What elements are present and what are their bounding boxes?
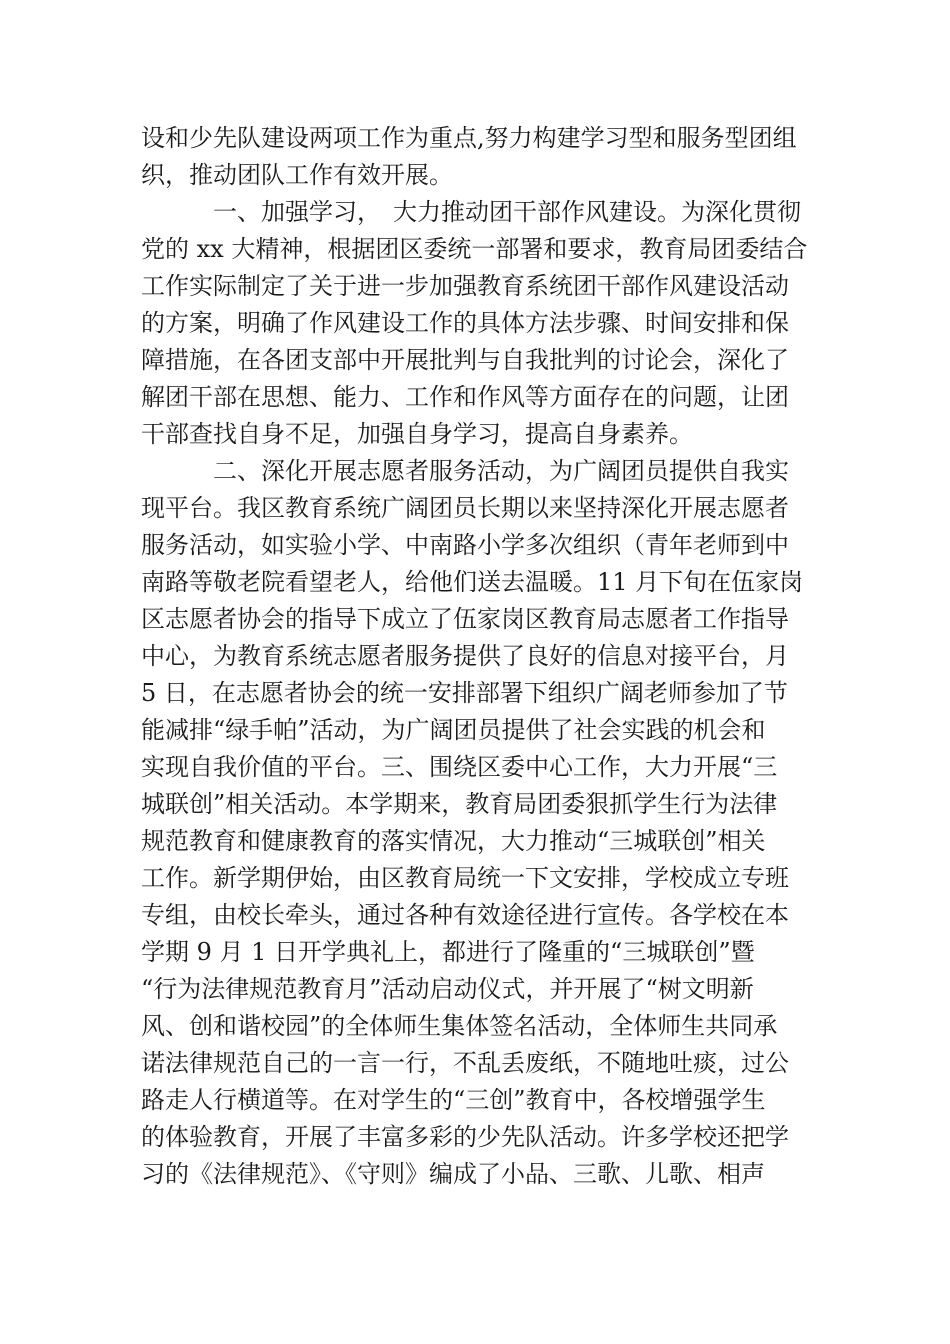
text-line: 实现自我价值的平台。三、围绕区委中心工作，大力开展“三 bbox=[141, 753, 778, 781]
text-line: 服务活动，如实验小学、中南路小学多次组织（青年老师到中 bbox=[141, 531, 789, 559]
text-line: 习的《法律规范》、《守则》编成了小品、三歌、儿歌、相声 bbox=[141, 1160, 765, 1188]
text-line: 南路等敬老院看望老人，给他们送去温暖。11 月下旬在伍家岗 bbox=[141, 568, 804, 596]
text-line: 路走人行横道等。在对学生的“三创”教育中，各校增强学生 bbox=[141, 1086, 766, 1114]
document-body bbox=[141, 120, 821, 1193]
text-line: 专组，由校长牵头，通过各种有效途径进行宣传。各学校在本 bbox=[141, 901, 789, 929]
text-line: 现平台。我区教育系统广阔团员长期以来坚持深化开展志愿者 bbox=[141, 494, 789, 522]
text-line: 解团干部在思想、能力、工作和作风等方面存在的问题，让团 bbox=[141, 383, 789, 411]
text-line: 学期 9 月 1 日开学典礼上，都进行了隆重的“三城联创”暨 bbox=[141, 938, 755, 966]
text-line: 干部查找自身不足，加强自身学习，提高自身素养。 bbox=[141, 420, 693, 448]
text-line: 障措施，在各团支部中开展批判与自我批判的讨论会，深化了 bbox=[141, 346, 789, 374]
text-line: 5 日，在志愿者协会的统一安排部署下组织广阔老师参加了节 bbox=[141, 679, 788, 707]
text-line: 区志愿者协会的指导下成立了伍家岗区教育局志愿者工作指导 bbox=[141, 605, 789, 633]
text-line: 中心，为教育系统志愿者服务提供了良好的信息对接平台，月 bbox=[141, 642, 789, 670]
text-line: 能减排“绿手帕”活动，为广阔团员提供了社会实践的机会和 bbox=[141, 716, 766, 744]
text-line: 的方案，明确了作风建设工作的具体方法步骤、时间安排和保 bbox=[141, 309, 789, 337]
text-line: 风、创和谐校园”的全体师生集体签名活动，全体师生共同承 bbox=[141, 1012, 778, 1040]
text-line: 的体验教育，开展了丰富多彩的少先队活动。许多学校还把学 bbox=[141, 1123, 789, 1151]
text-line: 设和少先队建设两项工作为重点,努力构建学习型和服务型团组 bbox=[141, 124, 797, 152]
text-line: 规范教育和健康教育的落实情况，大力推动“三城联创”相关 bbox=[141, 827, 766, 855]
text-line: 城联创”相关活动。本学期来，教育局团委狠抓学生行为法律 bbox=[141, 790, 778, 818]
text-line: “行为法律规范教育月”活动启动仪式，并开展了“树文明新 bbox=[141, 975, 754, 1003]
section-heading-line: 一、加强学习， 大力推动团干部作风建设。为深化贯彻 bbox=[213, 198, 801, 226]
text-line: 工作实际制定了关于进一步加强教育系统团干部作风建设活动 bbox=[141, 272, 789, 300]
text-line: 工作。新学期伊始，由区教育局统一下文安排，学校成立专班 bbox=[141, 864, 789, 892]
section-heading-line: 二、深化开展志愿者服务活动，为广阔团员提供自我实 bbox=[213, 457, 789, 485]
text-line: 党的 xx 大精神，根据团区委统一部署和要求，教育局团委结合 bbox=[141, 235, 808, 263]
text-line: 诺法律规范自己的一言一行，不乱丢废纸，不随地吐痰，过公 bbox=[141, 1049, 789, 1077]
text-line: 织，推动团队工作有效开展。 bbox=[141, 161, 453, 189]
